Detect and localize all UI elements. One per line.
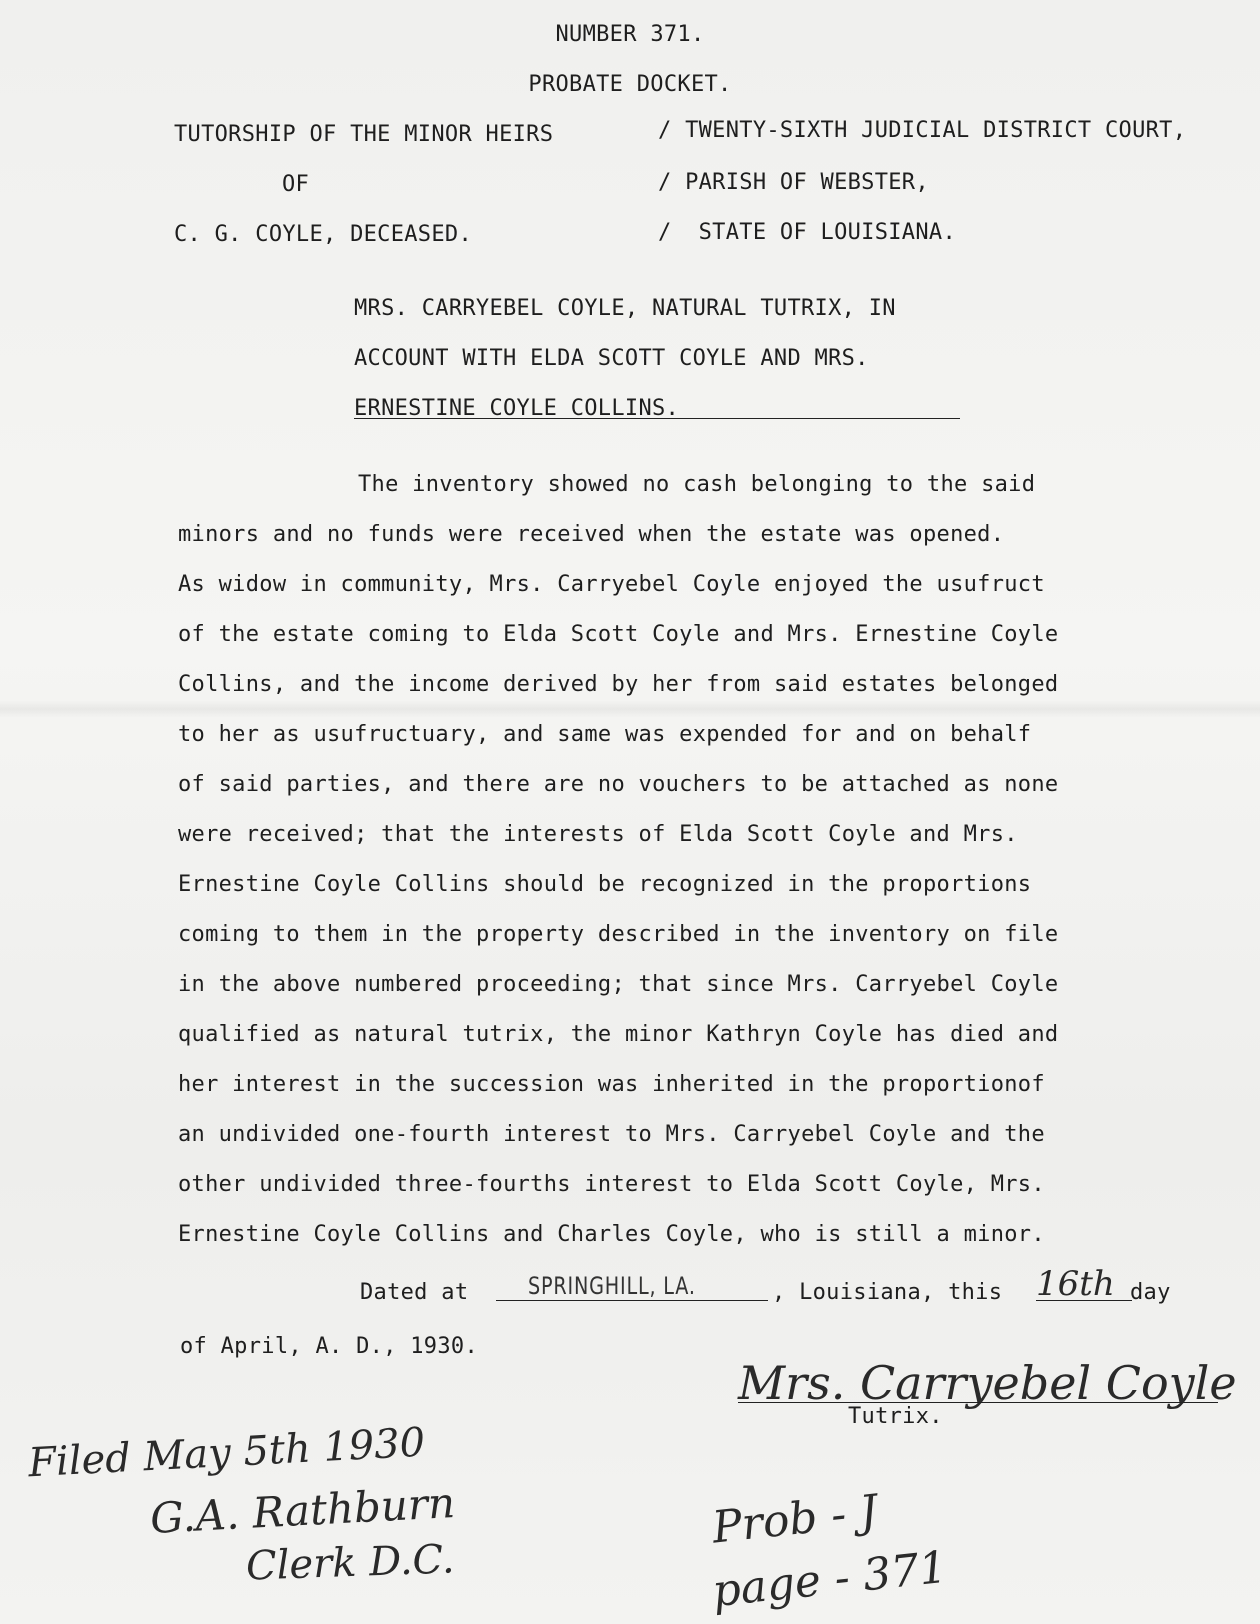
caption-right-1: / TWENTY-SIXTH JUDICIAL DISTRICT COURT, — [658, 118, 1187, 143]
body-line: in the above numbered proceeding; that since Mrs. Carryebel Coyle — [178, 972, 1059, 997]
signature-line — [738, 1402, 1218, 1403]
body-line: her interest in the succession was inherited in the proportionof — [178, 1072, 1045, 1097]
signature-label: Tutrix. — [848, 1404, 943, 1429]
day-handwritten: 16th — [1036, 1264, 1115, 1304]
body-line: an undivided one-fourth interest to Mrs. Carryebel Coyle and the — [178, 1122, 1045, 1147]
caption-left-2: OF — [282, 172, 310, 197]
title-line-2: ACCOUNT WITH ELDA SCOTT COYLE AND MRS. — [354, 346, 869, 371]
body-line: Ernestine Coyle Collins should be recognized in the proportions — [178, 872, 1032, 897]
body-line: of said parties, and there are no vouchers to be attached as none — [178, 772, 1059, 797]
place-stamp: SPRINGHILL, LA. — [528, 1272, 696, 1300]
caption-right-2: / PARISH OF WEBSTER, — [658, 170, 929, 195]
body-line: to her as usufructuary, and same was expended for and on behalf — [178, 722, 1032, 747]
docket-number: NUMBER 371. — [555, 22, 705, 47]
title-underline — [354, 418, 960, 419]
body-line: Ernestine Coyle Collins and Charles Coyle, who is still a minor. — [178, 1222, 1045, 1247]
page-ref-line-1: Prob - J — [709, 1485, 880, 1554]
page-ref-line-2: page - 371 — [709, 1541, 950, 1618]
caption-left-3: C. G. COYLE, DECEASED. — [174, 222, 472, 247]
clerk-title: Clerk D.C. — [245, 1536, 456, 1590]
body-line: qualified as natural tutrix, the minor Kathryn Coyle has died and — [178, 1022, 1059, 1047]
body-line: minors and no funds were received when the estate was opened. — [178, 522, 1005, 547]
dated-line-2: of April, A. D., 1930. — [180, 1334, 478, 1359]
body-line: were received; that the interests of Elda Scott Coyle and Mrs. — [178, 822, 1018, 847]
dated-prefix: Dated at — [360, 1280, 469, 1305]
place-fill-line — [496, 1300, 768, 1301]
dated-middle: , Louisiana, this — [772, 1280, 1003, 1305]
body-line: other undivided three-fourths interest to Elda Scott Coyle, Mrs. — [178, 1172, 1045, 1197]
body-line: The inventory showed no cash belonging to the said — [358, 472, 1036, 497]
title-line-1: MRS. CARRYEBEL COYLE, NATURAL TUTRIX, IN — [354, 296, 896, 321]
dated-suffix: day — [1130, 1280, 1171, 1305]
tutrix-signature: Mrs. Carryebel Coyle — [738, 1356, 1237, 1410]
caption-right-3: / STATE OF LOUISIANA. — [658, 220, 956, 245]
clerk-name: G.A. Rathburn — [148, 1478, 457, 1543]
title-line-3: ERNESTINE COYLE COLLINS. — [354, 396, 680, 421]
body-line: As widow in community, Mrs. Carryebel Coyle enjoyed the usufruct — [178, 572, 1045, 597]
body-line: coming to them in the property described in the inventory on file — [178, 922, 1059, 947]
body-line: Collins, and the income derived by her from said estates belonged — [178, 672, 1059, 697]
paper-fold — [0, 700, 1260, 718]
caption-left-1: TUTORSHIP OF THE MINOR HEIRS — [174, 122, 554, 147]
probate-docket-heading: PROBATE DOCKET. — [528, 72, 732, 97]
filed-date: Filed May 5th 1930 — [27, 1419, 427, 1487]
body-line: of the estate coming to Elda Scott Coyle and Mrs. Ernestine Coyle — [178, 622, 1059, 647]
